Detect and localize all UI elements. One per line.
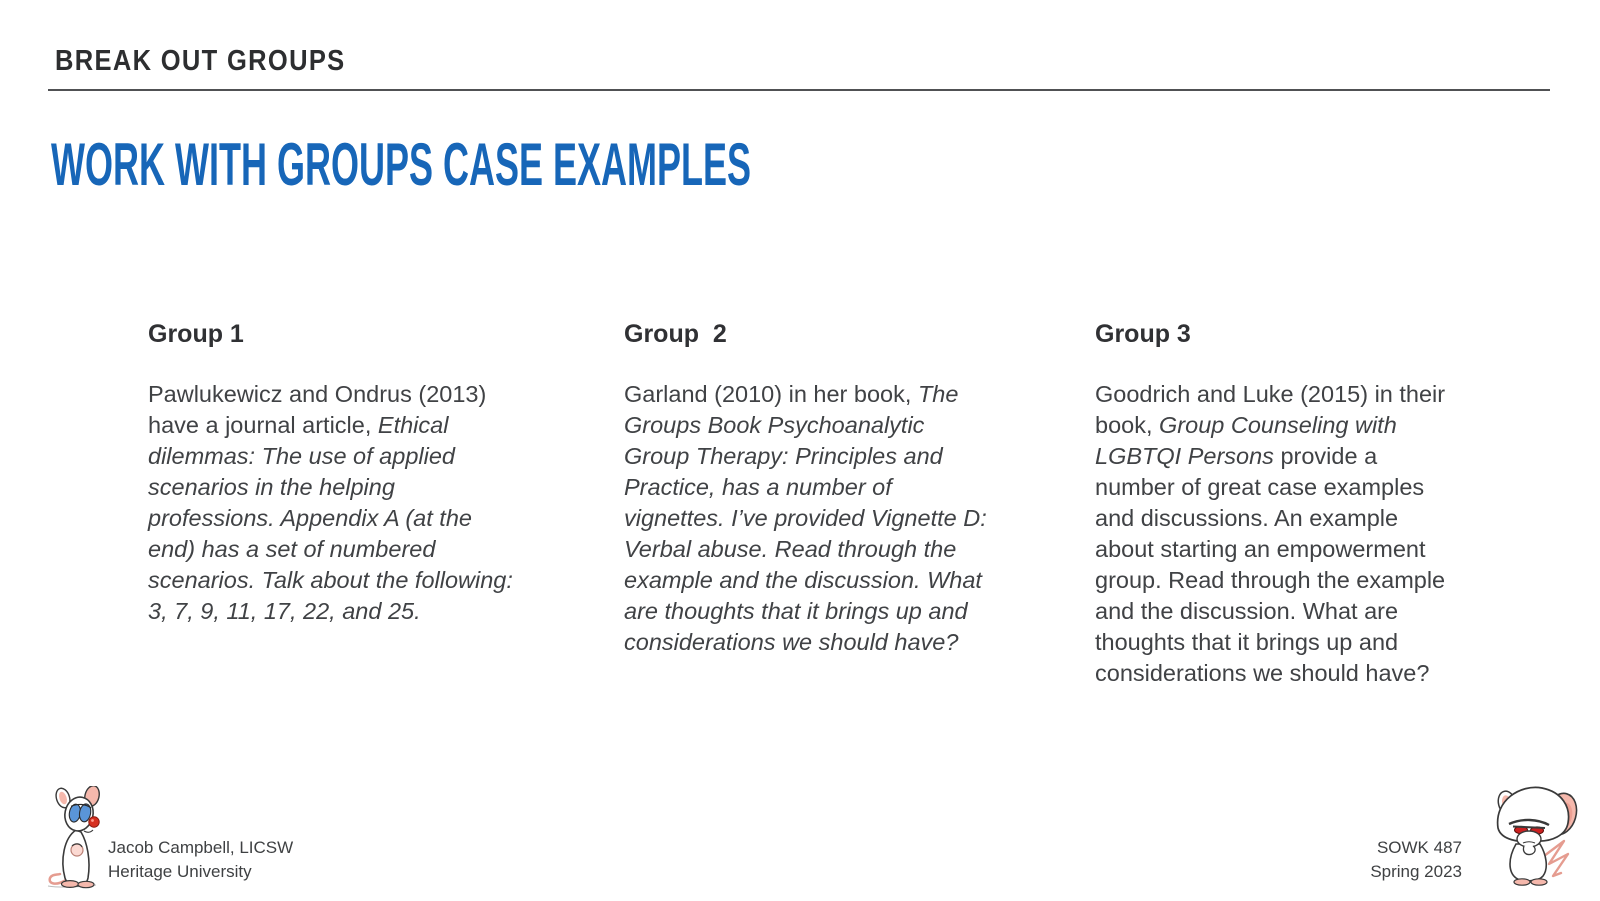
group-1-heading: Group 1 [148, 320, 244, 348]
group-2-body-italic: The Groups Book Psychoanalytic Group Therapy: Principles and Practice, has a number of vignettes. I’ve provided Vignette D: Verbal abuse. Read through the example and the discussion. What are thoughts that it brings up and considerations we should have? [624, 381, 987, 655]
author-name: Jacob Campbell, LICSW [108, 838, 294, 857]
group-2-body [624, 379, 992, 658]
group-3-heading: Group 3 [1095, 320, 1191, 348]
group-3-body-italic: Group Counseling with LGBTQI Persons [1095, 412, 1397, 469]
group-2-body-intro: Garland (2010) in her book, [624, 381, 918, 407]
group-2-heading: Group 2 [624, 320, 727, 348]
group-3-body-intro: Goodrich and Luke (2015) in their book, [1095, 381, 1446, 438]
group-2-column [624, 319, 992, 658]
group-3-column [1095, 319, 1463, 689]
group-3-body [1095, 379, 1463, 689]
pinky-mouse-illustration-icon [46, 786, 108, 890]
author-affiliation: Heritage University [108, 862, 252, 881]
brain-mouse-illustration-icon [1486, 778, 1578, 896]
group-1-column [148, 319, 516, 627]
course-block [1370, 836, 1462, 884]
kicker-heading: BREAK OUT GROUPS [55, 45, 346, 77]
group-3-body-rest: provide a number of great case examples and discussions. An example about starting an empowerment group. Read through the example and the discussion. What are thoughts that it brings up and considerations we should have? [1095, 443, 1446, 686]
header-rule [48, 89, 1550, 91]
group-1-body-italic: Ethical dilemmas: The use of applied scenarios in the helping professions. Appendix A (at the end) has a set of numbered scenarios. Talk about the following: 3, 7, 9, 11, 17, 22, and 25. [148, 412, 513, 624]
page-title: WORK WITH GROUPS CASE EXAMPLES [51, 131, 752, 198]
course-term: Spring 2023 [1370, 862, 1462, 881]
author-block [108, 836, 293, 884]
course-code: SOWK 487 [1376, 838, 1462, 857]
group-1-body [148, 379, 516, 627]
group-1-body-intro: Pawlukewicz and Ondrus (2013) have a journal article, [148, 381, 487, 438]
